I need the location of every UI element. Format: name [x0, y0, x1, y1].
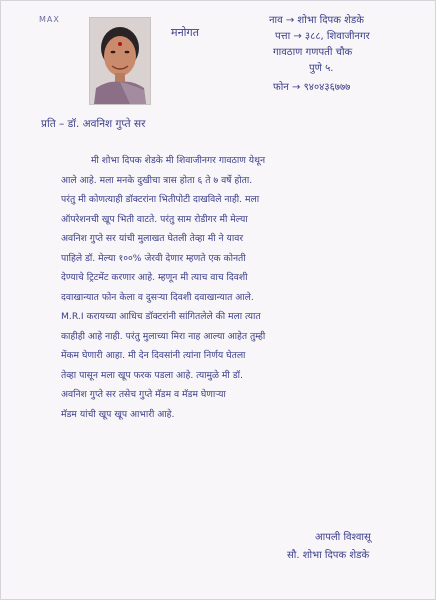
sender-phone: फोन → ९४०४३६७७७: [273, 82, 351, 93]
body-line: दवाखान्यात फोन केला व दुसऱ्या दिवशी दवाखान्यात आले.: [61, 291, 254, 303]
sender-name: नाव → शोभा दिपक शेडके: [269, 15, 364, 26]
letter-title: मनोगत: [171, 26, 199, 39]
body-line: मी शोभा दिपक शेडके मी शिवाजीनगर गावठाण येथून: [91, 155, 266, 166]
sender-address-line-2: गावठाण गणपती चौक: [273, 47, 353, 58]
body-line: आले आहे. मला मनके दुखीचा त्रास होता ६ ते ७ वर्षे होता.: [61, 174, 253, 186]
body-line: M.R.I करायच्या आधिच डॉक्टरांनी सांगितलेले की मला त्यात: [61, 311, 261, 322]
body-line: अवनिश गुप्ते सर यांची मुलाखत घेतली तेव्हा मी ने यावर: [61, 233, 244, 244]
portrait-photo: [89, 17, 151, 105]
body-line: परंतु मी कोणत्याही डॉक्टरांना भितीपोटी दाखविले नाही. मला: [61, 194, 260, 205]
salutation: प्रति – डॉ. अवनिश गुप्ते सर: [41, 118, 146, 130]
body-line: ऑपरेशनची खूप भिती वाटते. परंतु साम रोडीगर मी मेल्या: [61, 213, 248, 225]
sender-city: पुणे ५.: [309, 63, 334, 74]
body-line: अवनिश गुप्ते सर तसेच गुप्ते मॅडम व मॅडम घेणाऱ्या: [61, 389, 226, 400]
body-line: मॅडम यांची खूप खूप आभारी आहे.: [61, 408, 175, 420]
max-stamp: MAX: [39, 15, 60, 24]
body-line: देण्याचे ट्रिटमेंट करणार आहे. म्हणून मी त्याच वाच दिवशी: [61, 272, 248, 283]
body-line: मेंकम घेणारी आहा. मी देन दिवसांनी त्यांना निर्णय घेतला: [61, 350, 246, 361]
body-line: काहीही आहे नाही. परंतु मुलाच्या मिरा नाह आल्या आहेत तुम्ही: [61, 330, 266, 342]
body-line: पाहिले डॉ. मेल्या १००% जेरवी देणार म्हणते एक कोनती: [61, 252, 246, 264]
signature: सौ. शोभा दिपक शेडके: [287, 550, 370, 561]
closing-phrase: आपली विश्वासू: [315, 532, 371, 543]
letter-body: [61, 151, 426, 424]
body-line: तेव्हा पासून मला खूप फरक पडला आहे. त्यामुळे मी डॉ.: [61, 369, 243, 381]
portrait-illustration: [90, 18, 150, 104]
sender-address-block: [269, 13, 434, 96]
sender-address-line-1: पत्ता → ३८८, शिवाजीनगर: [275, 31, 370, 42]
